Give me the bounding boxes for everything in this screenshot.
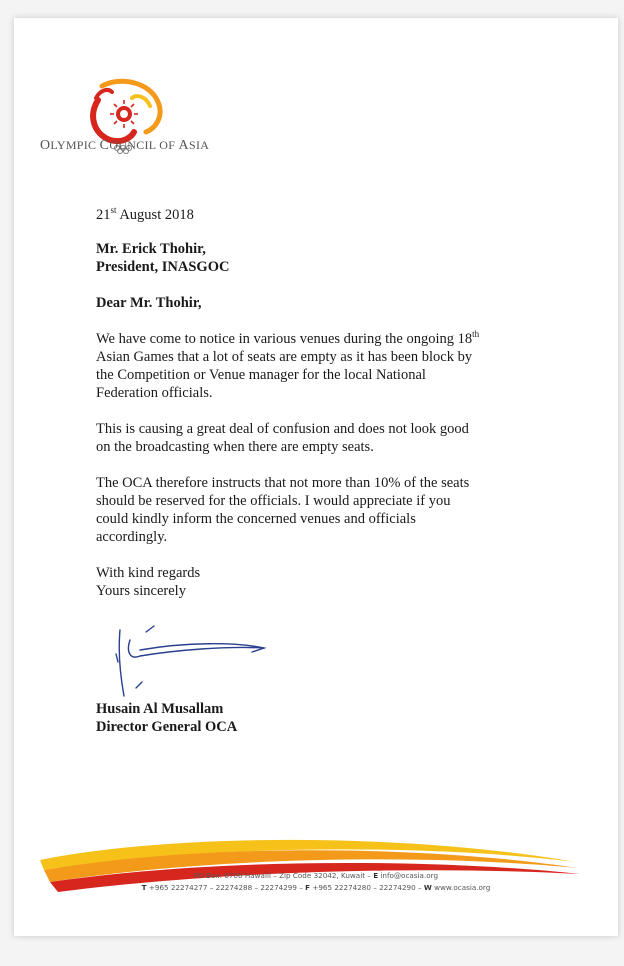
closing-line-2: Yours sincerely <box>96 583 186 599</box>
paragraph-2: This is causing a great deal of confusion and does not look good on the broadcasting when there are empty seats. <box>96 421 469 455</box>
organization-name: OLYMPIC COUNCIL OF ASIA <box>40 138 210 153</box>
footer-address: PO Box: 6706 Hawalli – Zip Code 32042, Kuwait – E info@ocasia.org <box>193 871 439 880</box>
paragraph-3: The OCA therefore instructs that not more than 10% of the seats should be reserved for the officials. I would appreciate if you could kindly inform the concerned venues and officials accordingly. <box>96 475 470 545</box>
signer-title: Director General OCA <box>96 719 238 735</box>
paragraph-1: We have come to notice in various venues during the ongoing 18th Asian Games that a lot of seats are empty as it has been block by the Competition or Venue manager for the local National Federation officials. <box>96 329 480 401</box>
signer-name: Husain Al Musallam <box>96 701 224 717</box>
letter-body <box>96 206 526 600</box>
footer-contacts: T +965 22274277 – 22274288 – 22274299 – F +965 22274280 – 22274290 – W www.ocasia.org <box>141 883 491 892</box>
salutation: Dear Mr. Thohir, <box>96 295 202 311</box>
signer-block <box>96 700 237 736</box>
handwritten-signature <box>96 612 276 698</box>
closing-line-1: With kind regards <box>96 565 201 581</box>
letter-date: 21st August 2018 <box>96 205 194 223</box>
recipient-title: President, INASGOC <box>96 259 230 275</box>
letter-page <box>14 18 618 936</box>
recipient-name: Mr. Erick Thohir, <box>96 241 206 257</box>
